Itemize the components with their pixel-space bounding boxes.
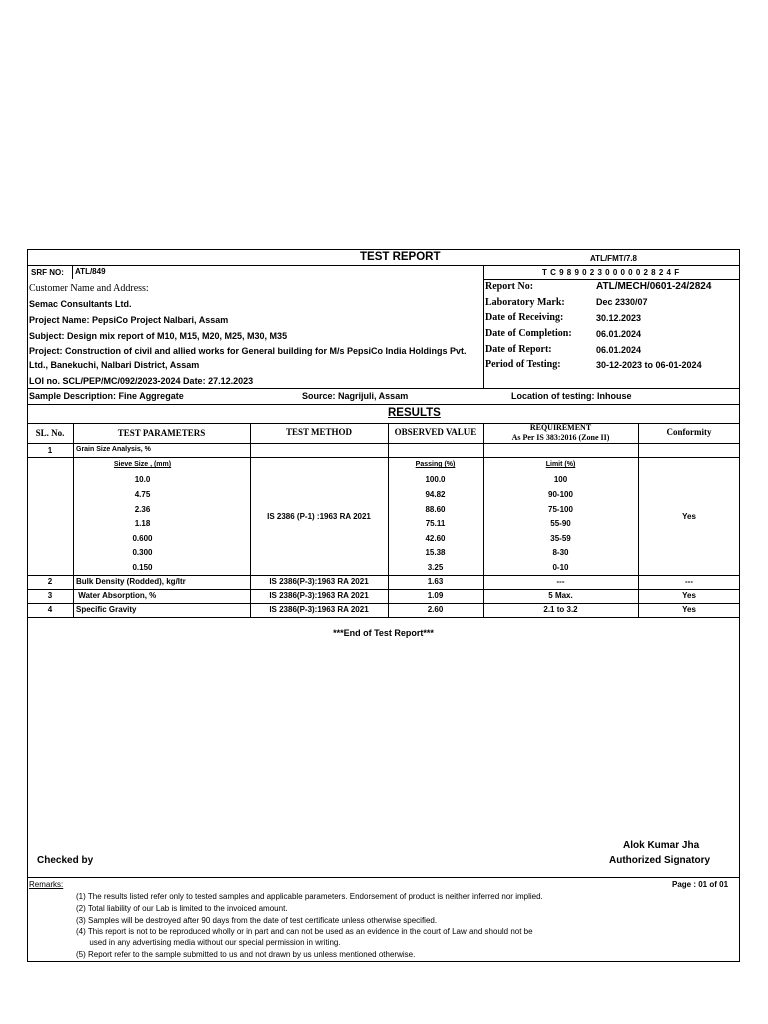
divider	[27, 404, 740, 405]
header-requirement: REQUIREMENT	[529, 423, 592, 432]
divider	[27, 877, 740, 878]
form-code: ATL/FMT/7.8	[590, 254, 637, 263]
signatory-name: Alok Kumar Jha	[623, 840, 700, 851]
remarks-label: Remarks:	[29, 880, 64, 889]
signatory-title: Authorized Signatory	[609, 855, 711, 866]
sieve-size-header: Sieve Size , (mm)	[113, 461, 172, 468]
specific-gravity-method: IS 2386(P-3):1963 RA 2021	[269, 605, 369, 614]
remark-3: (3) Samples will be destroyed after 90 days from the date of test certificate unless otherwise specified.	[76, 916, 438, 925]
remark-4-continued: used in any advertising media without our special permission in writing.	[76, 938, 341, 947]
grain-conformity: Yes	[682, 512, 696, 521]
divider	[27, 589, 740, 590]
passing-header: Passing (%)	[415, 461, 456, 468]
results-title: RESULTS	[388, 407, 441, 419]
customer-name: Semac Consultants Ltd.	[29, 299, 132, 309]
water-absorption-requirement: 5 Max.	[548, 591, 573, 600]
water-absorption-conformity: Yes	[682, 591, 696, 600]
lab-mark-label: Laboratory Mark:	[485, 297, 565, 308]
bulk-density-method: IS 2386(P-3):1963 RA 2021	[269, 577, 369, 586]
checked-by: Checked by	[37, 855, 94, 866]
row-sl-2: 2	[47, 577, 53, 586]
limit-header: Limit (%)	[545, 461, 576, 468]
loi-number: LOI no. SCL/PEP/MC/092/2023-2024 Date: 27.12.2023	[29, 376, 254, 386]
row-sl-4: 4	[47, 605, 53, 614]
bulk-density-observed: 1.63	[427, 577, 444, 586]
grain-size-title: Grain Size Analysis, %	[76, 446, 151, 453]
project-line-1: Project: Construction of civil and allied works for General building for M/s PepsiCo India Holdings Pvt.	[29, 346, 467, 356]
passing-cell: 88.60	[425, 505, 446, 514]
period-testing-label: Period of Testing:	[485, 359, 561, 370]
divider	[27, 388, 740, 389]
divider	[483, 279, 740, 280]
passing-cell: 42.60	[425, 534, 446, 543]
divider	[73, 423, 74, 617]
water-absorption-param: Water Absorption, %	[76, 591, 157, 600]
remark-5: (5) Report refer to the sample submitted to us and not drawn by us unless mentioned otherwise.	[76, 950, 416, 959]
subject: Subject: Design mix report of M10, M15, M20, M25, M30, M35	[29, 331, 288, 341]
project-name: Project Name: PepsiCo Project Nalbari, Assam	[29, 315, 229, 325]
divider	[27, 603, 740, 604]
remark-2: (2) Total liability of our Lab is limited to the invoiced amount.	[76, 904, 288, 913]
srf-value: ATL/849	[75, 267, 106, 276]
header-sl-no: SL. No.	[35, 428, 65, 438]
divider	[72, 265, 73, 279]
water-absorption-method: IS 2386(P-3):1963 RA 2021	[269, 591, 369, 600]
limit-cell: 55-90	[550, 519, 571, 528]
divider	[483, 265, 484, 388]
page-number: Page : 01 of 01	[672, 880, 729, 889]
date-receiving-label: Date of Receiving:	[485, 312, 564, 323]
date-completion-value: 06.01.2024	[596, 329, 642, 339]
passing-cell: 15.38	[425, 548, 446, 557]
sieve-size-cell: 10.0	[134, 475, 151, 484]
limit-cell: 100	[553, 475, 568, 484]
sieve-size-cell: 0.150	[132, 563, 153, 572]
divider	[27, 265, 740, 266]
sieve-size-cell: 0.600	[132, 534, 153, 543]
divider	[27, 457, 740, 458]
specific-gravity-observed: 2.60	[427, 605, 444, 614]
header-conformity: Conformity	[666, 427, 712, 437]
specific-gravity-param: Specific Gravity	[76, 605, 137, 614]
report-no-value: ATL/MECH/0601-24/2824	[596, 281, 712, 292]
bulk-density-conformity: ---	[685, 577, 693, 586]
bulk-density-requirement: ---	[556, 577, 565, 586]
grain-test-method: IS 2386 (P-1) :1963 RA 2021	[267, 512, 371, 521]
passing-cell: 100.0	[425, 475, 446, 484]
passing-cell: 75.11	[425, 519, 446, 528]
date-completion-label: Date of Completion:	[485, 328, 572, 339]
period-testing-value: 30-12-2023 to 06-01-2024	[596, 360, 702, 370]
sample-description: Sample Description: Fine Aggregate	[29, 391, 184, 401]
testing-location: Location of testing: Inhouse	[511, 391, 632, 401]
lab-mark-value: Dec 2330/07	[596, 297, 648, 307]
header-requirement-standard: As Per IS 383:2016 (Zone II)	[511, 433, 610, 442]
bulk-density-param: Bulk Density (Rodded), kg/ltr	[76, 577, 186, 586]
header-observed-value: OBSERVED VALUE	[394, 427, 477, 437]
divider	[27, 575, 740, 576]
date-report-value: 06.01.2024	[596, 345, 642, 355]
header-test-method: TEST METHOD	[285, 427, 353, 437]
limit-cell: 8-30	[552, 548, 569, 557]
limit-cell: 90-100	[548, 490, 573, 499]
sample-source: Source: Nagrijuli, Assam	[302, 391, 409, 401]
project-line-2: Ltd., Banekuchi, Nalbari District, Assam	[29, 360, 200, 370]
passing-cell: 94.82	[425, 490, 446, 499]
sieve-size-cell: 4.75	[134, 490, 151, 499]
sieve-size-cell: 2.36	[134, 505, 151, 514]
header-test-parameters: TEST PARAMETERS	[117, 428, 206, 438]
remark-4: (4) This report is not to be reproduced wholly or in part and can not be used as an evidence in the court of Law and should not be	[76, 927, 533, 936]
date-report-label: Date of Report:	[485, 344, 552, 355]
divider	[27, 443, 740, 444]
row-sl-3: 3	[47, 591, 53, 600]
limit-cell: 35-59	[550, 534, 571, 543]
specific-gravity-conformity: Yes	[682, 605, 696, 614]
end-of-report: ***End of Test Report***	[333, 628, 434, 638]
report-no-label: Report No:	[485, 281, 534, 292]
report-title: TEST REPORT	[360, 251, 441, 263]
tc-number: T C 9 8 9 0 2 3 0 0 0 0 0 2 8 2 4 F	[542, 268, 680, 277]
specific-gravity-requirement: 2.1 to 3.2	[543, 605, 578, 614]
date-receiving-value: 30.12.2023	[596, 313, 642, 323]
sieve-size-cell: 0.300	[132, 548, 153, 557]
remark-1: (1) The results listed refer only to tested samples and applicable parameters. Endorsement of product is neither inferred nor implied.	[76, 892, 543, 901]
srf-label: SRF NO:	[31, 268, 64, 277]
passing-cell: 3.25	[427, 563, 444, 572]
sieve-size-cell: 1.18	[134, 519, 151, 528]
limit-cell: 0-10	[552, 563, 569, 572]
limit-cell: 75-100	[548, 505, 573, 514]
customer-label: Customer Name and Address:	[29, 283, 149, 294]
divider	[27, 617, 740, 618]
water-absorption-observed: 1.09	[427, 591, 444, 600]
row-sl-1: 1	[47, 446, 53, 455]
